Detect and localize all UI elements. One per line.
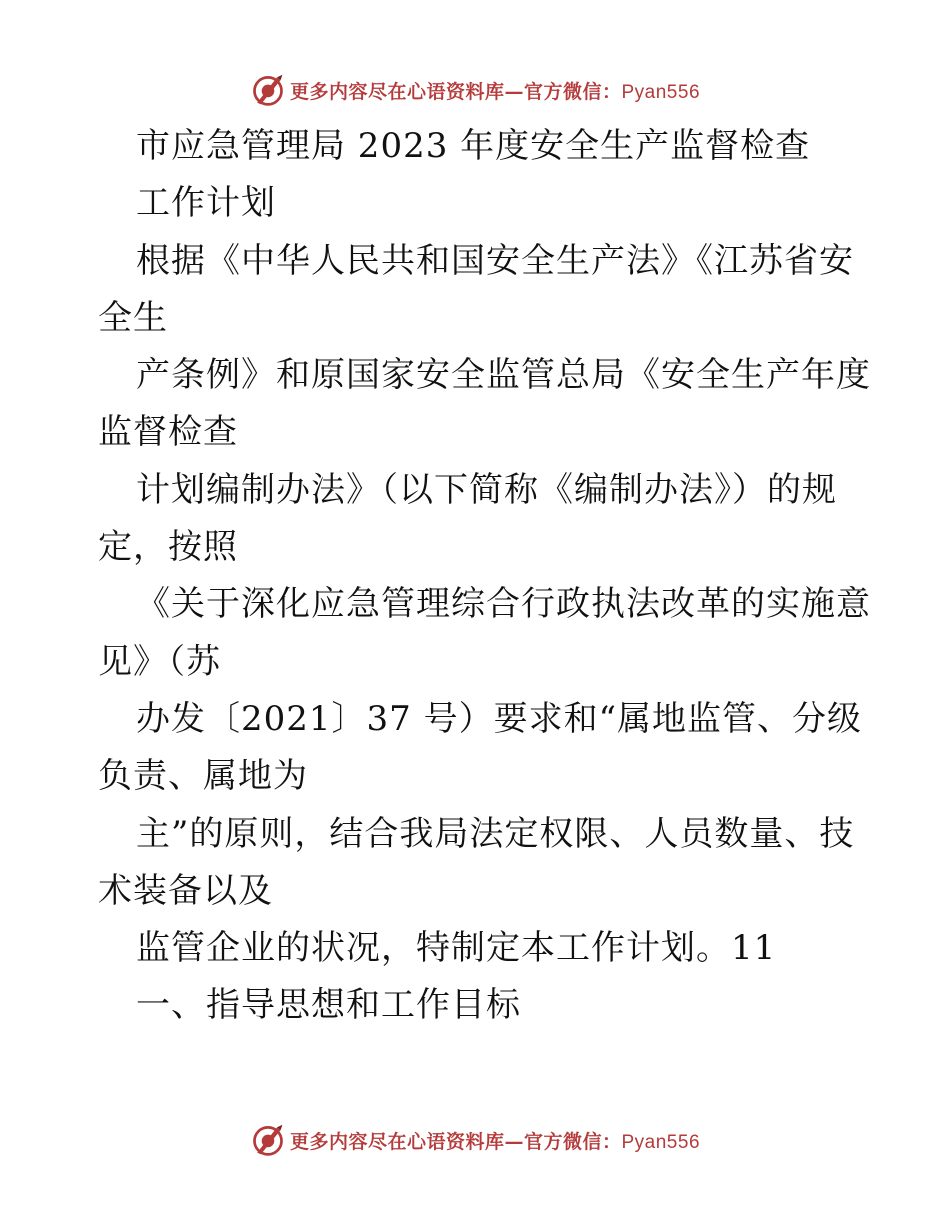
- text-line: 《关于深化应急管理综合行政执法改革的实施意: [136, 584, 871, 625]
- watermark-handle: Pyan556: [621, 1131, 701, 1153]
- watermark-handle: Pyan556: [621, 81, 701, 103]
- text-line: 根据《中华人民共和国安全生产法》《江苏省安: [136, 240, 854, 281]
- text-line: 办发〔2021〕37 号）要求和“属地监管、分级: [136, 698, 862, 739]
- text-line: 术装备以及: [98, 870, 273, 911]
- watermark-text: 更多内容尽在心语资料库—官方微信：Pyan556: [289, 80, 701, 103]
- text-line: 监管企业的状况，特制定本工作计划。11: [136, 928, 777, 969]
- brush-logo-icon: [250, 1122, 286, 1158]
- text-line: 计划编制办法》（以下简称《编制办法》）的规: [136, 469, 837, 510]
- text-line: 负责、属地为: [98, 756, 308, 797]
- text-line: 全生: [98, 297, 168, 338]
- brush-logo-icon: [250, 72, 286, 108]
- header-watermark: [0, 68, 950, 112]
- document-body: [98, 118, 871, 1035]
- text-line: 市应急管理局 2023 年度安全生产监督检查: [136, 126, 811, 166]
- text-line: 监督检查: [98, 412, 238, 453]
- text-line: 见》（苏: [98, 641, 221, 682]
- footer-watermark: [0, 1118, 950, 1162]
- text-line: 产条例》和原国家安全监管总局《安全生产年度: [136, 355, 871, 396]
- section-heading: 一、指导思想和工作目标: [136, 985, 521, 1026]
- text-line: 工作计划: [136, 183, 276, 224]
- text-line: 主”的原则，结合我局法定权限、人员数量、技: [136, 813, 855, 854]
- watermark-text: 更多内容尽在心语资料库—官方微信：Pyan556: [289, 1130, 701, 1153]
- text-line: 定，按照: [98, 527, 238, 568]
